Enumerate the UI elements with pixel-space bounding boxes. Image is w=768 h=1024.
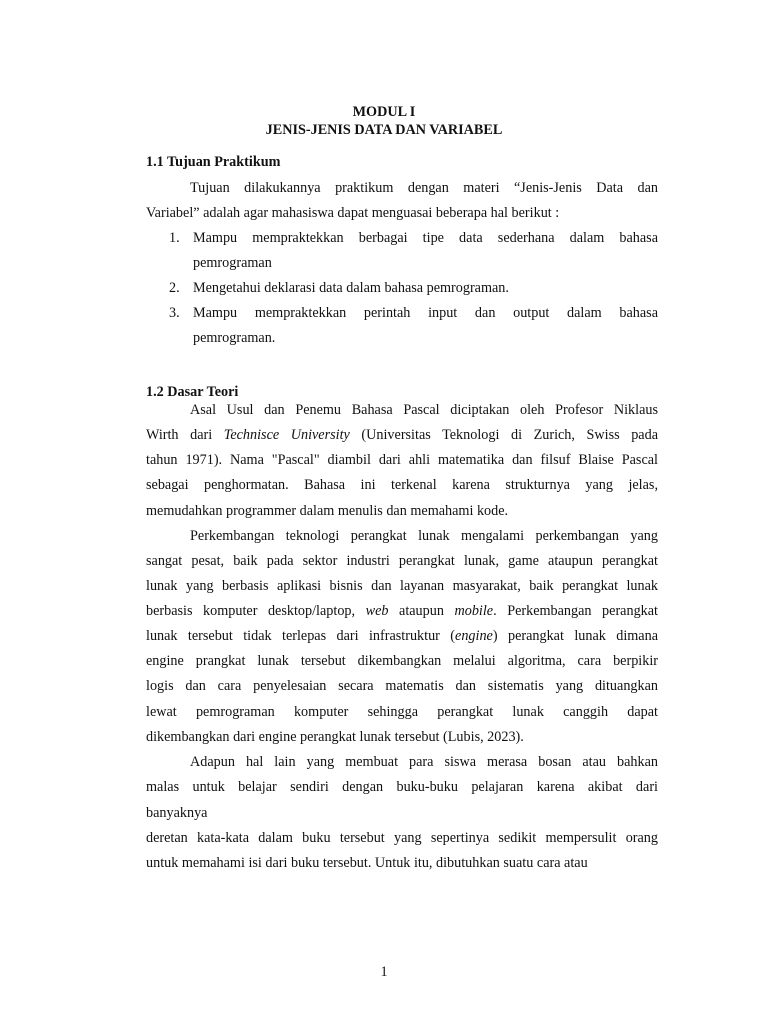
p3-line-1: Adapun hal lain yang membuat para siswa merasa bosan atau bahkan [190, 754, 658, 770]
p1-line-3: tahun 1971). Nama "Pascal" diambil dari ahli matematika dan filsuf Blaise Pascal [146, 452, 658, 468]
list-item-text-line-2: pemrograman [193, 255, 272, 271]
p2-line-4: berbasis komputer desktop/laptop, web ataupun mobile. Perkembangan perangkat [146, 603, 658, 619]
p2-line-5: lunak tersebut tidak terlepas dari infrastruktur (engine) perangkat lunak dimana [146, 628, 658, 644]
p2-line-7: logis dan cara penyelesaian secara matematis dan sistematis yang dituangkan [146, 678, 658, 694]
p1-line-5: memudahkan programmer dalam menulis dan memahami kode. [146, 503, 509, 519]
title-line-1: MODUL I [352, 104, 416, 120]
section-2-heading: 1.2 Dasar Teori [146, 384, 239, 400]
p3-line-5: untuk memahami isi dari buku tersebut. Untuk itu, dibutuhkan suatu cara atau [146, 855, 588, 871]
p1-line-2: Wirth dari Technisce University (Universitas Teknologi di Zurich, Swiss pada [146, 427, 658, 443]
section-1-intro-line-2: Variabel” adalah agar mahasiswa dapat menguasai beberapa hal berikut : [146, 205, 560, 221]
p2-line-8: lewat pemrograman komputer sehingga perangkat lunak canggih dapat [146, 704, 658, 720]
p2-line-1: Perkembangan teknologi perangkat lunak mengalami perkembangan yang [190, 528, 658, 544]
title-line-2: JENIS-JENIS DATA DAN VARIABEL [265, 122, 503, 138]
p3-line-4: deretan kata-kata dalam buku tersebut yang sepertinya sedikit mempersulit orang [146, 830, 658, 846]
p3-line-2: malas untuk belajar sendiri dengan buku-buku pelajaran karena akibat dari [146, 779, 658, 795]
list-item-number: 2. [169, 280, 180, 296]
list-item-number: 3. [169, 305, 180, 321]
p3-line-3: banyaknya [146, 805, 208, 821]
list-item-text-line-1: Mengetahui deklarasi data dalam bahasa pemrograman. [193, 280, 509, 296]
p2-line-2: sangat pesat, baik pada sektor industri perangkat lunak, game ataupun perangkat [146, 553, 658, 569]
list-item-text-line-1: Mampu mempraktekkan perintah input dan output dalam bahasa [193, 305, 658, 321]
p2-line-6: engine prangkat lunak tersebut dikembangkan melalui algoritma, cara berpikir [146, 653, 658, 669]
p2-line-9: dikembangkan dari engine perangkat lunak tersebut (Lubis, 2023). [146, 729, 524, 745]
list-item-text-line-2: pemrograman. [193, 330, 276, 346]
section-1-heading: 1.1 Tujuan Praktikum [146, 154, 281, 170]
list-item-text-line-1: Mampu mempraktekkan berbagai tipe data sederhana dalam bahasa [193, 230, 658, 246]
section-1-intro-line-1: Tujuan dilakukannya praktikum dengan materi “Jenis-Jenis Data dan [190, 180, 658, 196]
p1-line-4: sebagai penghormatan. Bahasa ini terkenal karena strukturnya yang jelas, [146, 477, 658, 493]
page-number: 1 [380, 964, 388, 980]
p1-line-1: Asal Usul dan Penemu Bahasa Pascal diciptakan oleh Profesor Niklaus [190, 402, 658, 418]
p2-line-3: lunak yang berbasis aplikasi bisnis dan layanan masyarakat, baik perangkat lunak [146, 578, 658, 594]
list-item-number: 1. [169, 230, 180, 246]
